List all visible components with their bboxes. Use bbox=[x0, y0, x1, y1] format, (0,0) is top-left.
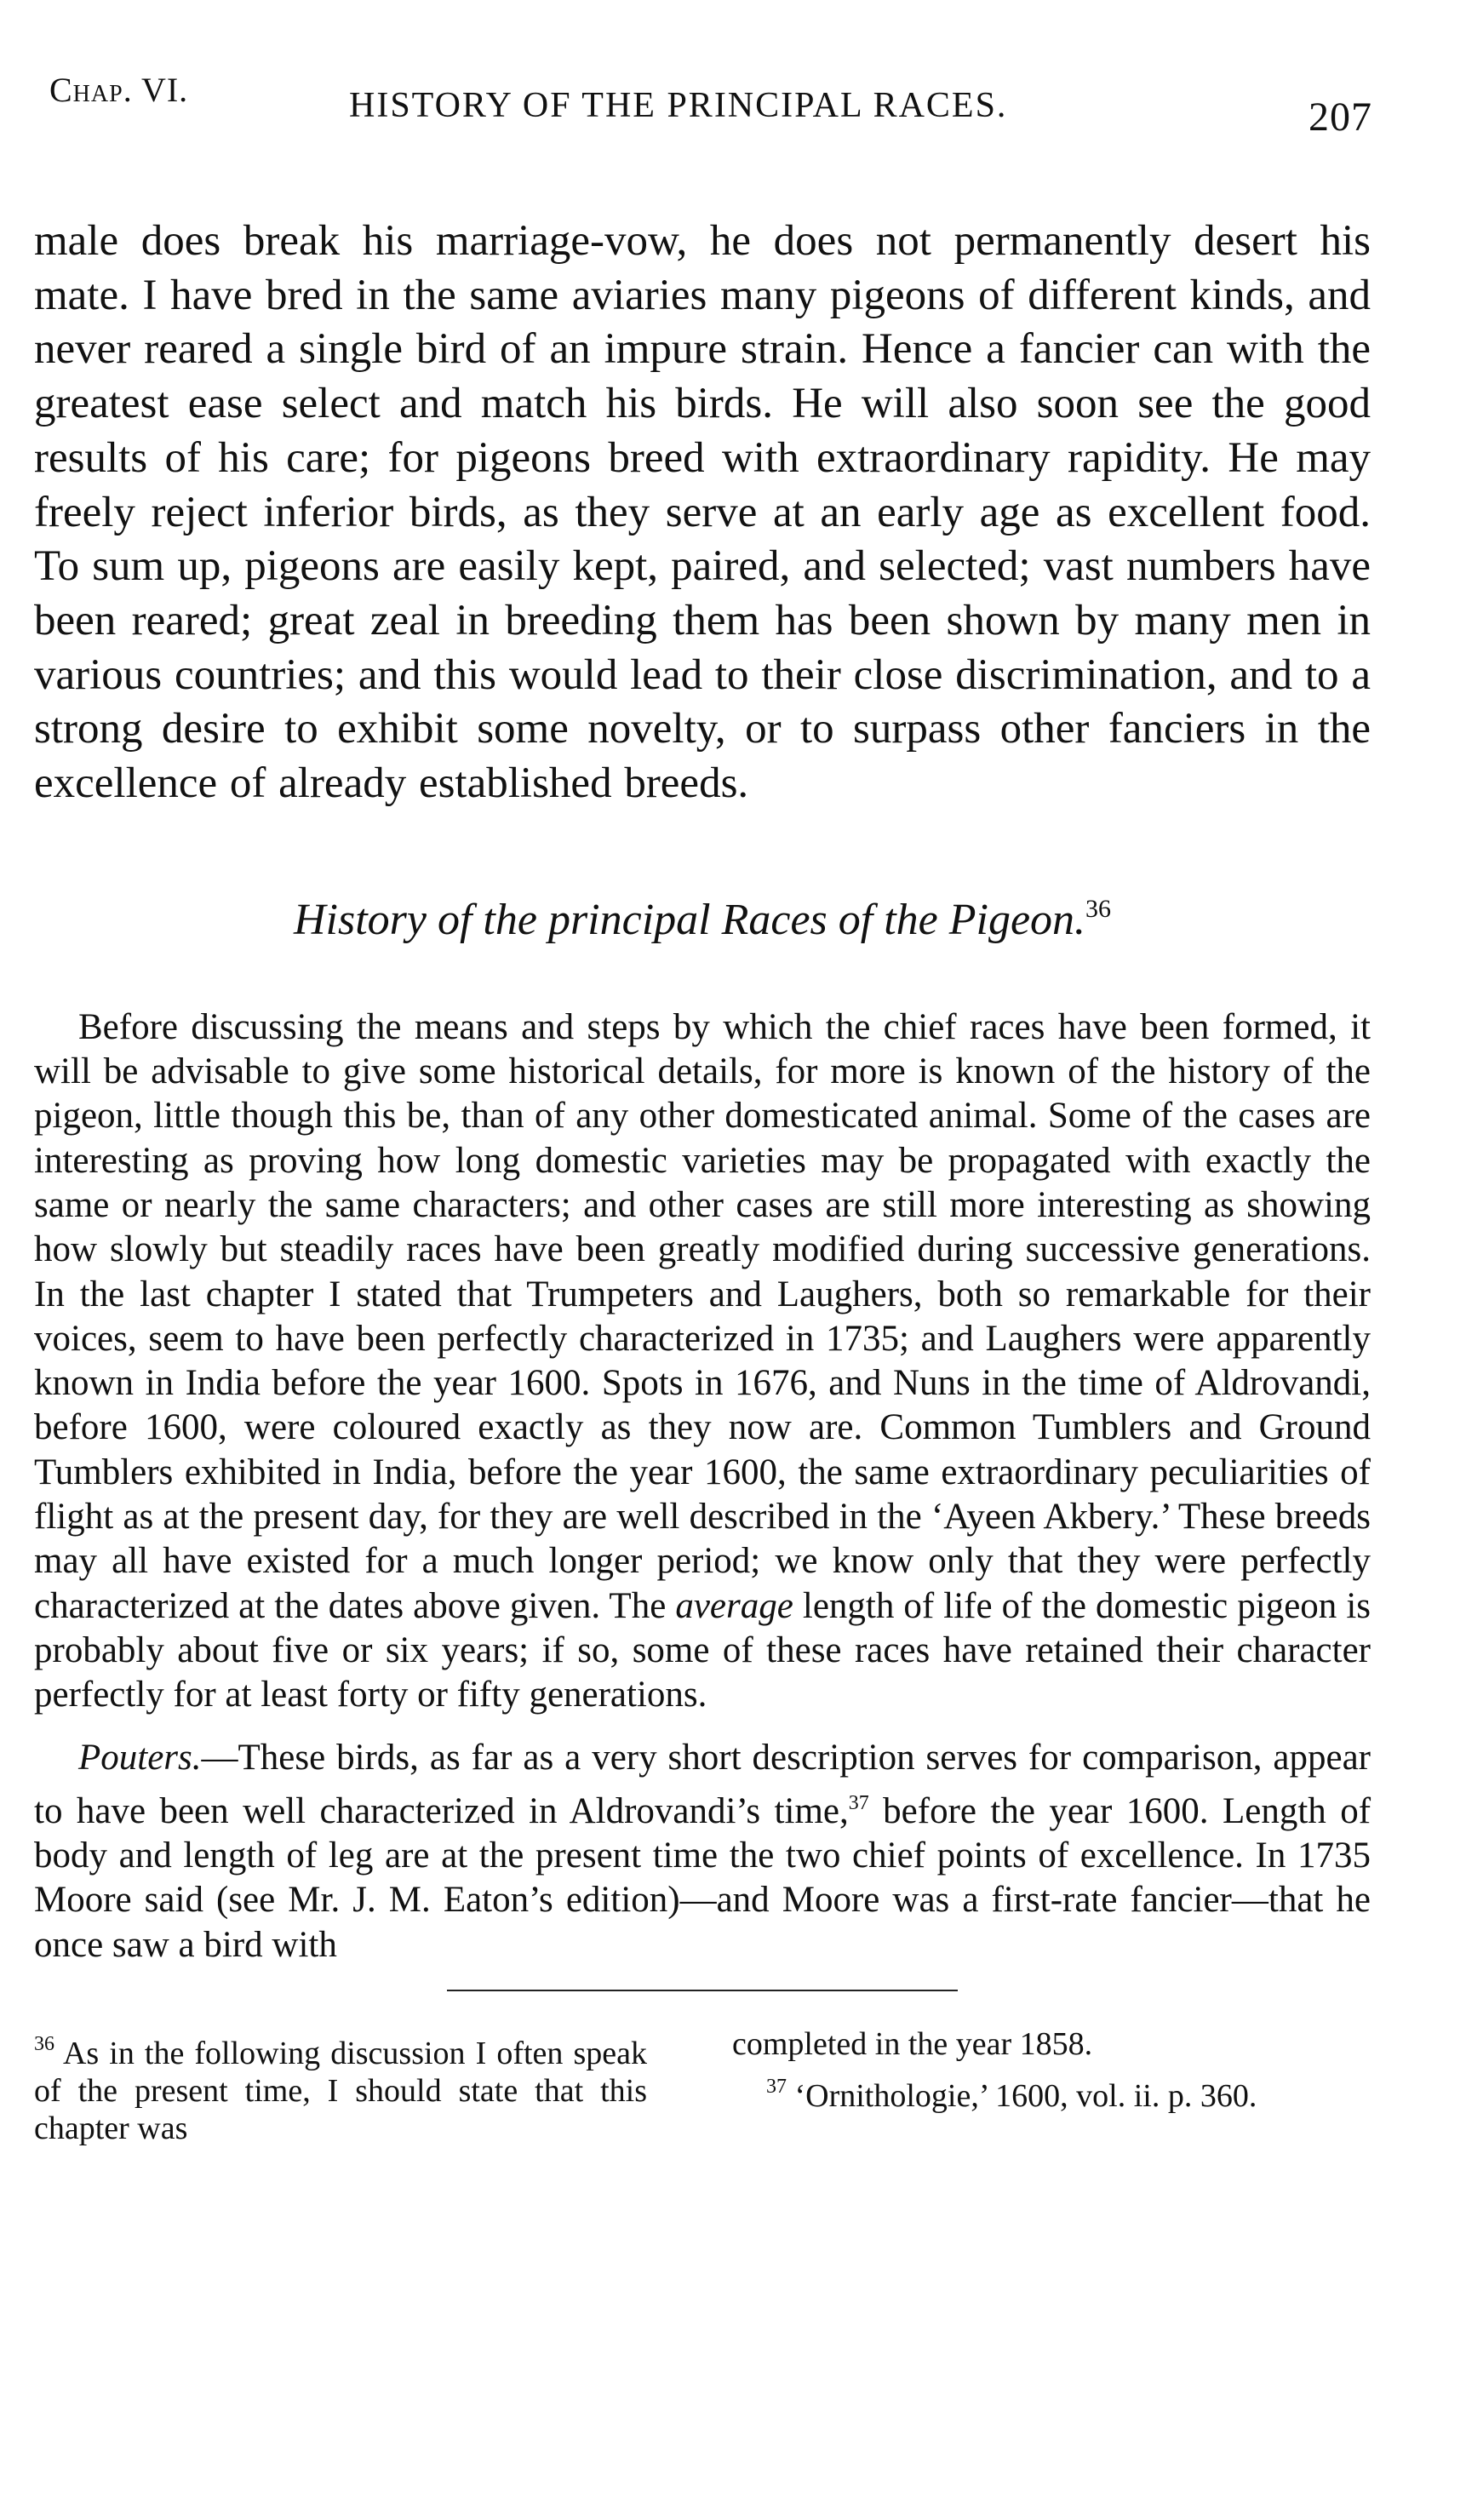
section-heading-text: History of the principal Races of the Pigeon. bbox=[293, 895, 1086, 944]
footnote-column-right bbox=[732, 2025, 1371, 2147]
pouters-footnote-ref[interactable]: 37 bbox=[848, 1791, 869, 1814]
pouters-text-a: —These birds, as far as a very short description serves for comparison, appear to have been well characterized in Aldrovandi’s time, bbox=[34, 1738, 1371, 1831]
heading-footnote-ref[interactable]: 36 bbox=[1085, 894, 1112, 923]
italic-word: average bbox=[675, 1585, 793, 1626]
history-paragraph-end: length of life of the domestic pigeon is probably about five or six years; if so, some of these races have retained their character perfectly for at least forty or fifty generations. bbox=[34, 1585, 1372, 1715]
footnote-column-left bbox=[34, 2025, 647, 2147]
section-body bbox=[34, 1005, 1371, 1967]
running-head bbox=[34, 51, 1372, 140]
footnote-36-continued: completed in the year 1858. bbox=[732, 2025, 1093, 2062]
footnote-37-text: ‘Ornithologie,’ 1600, vol. ii. p. 360. bbox=[794, 2077, 1257, 2114]
lead-text-block bbox=[34, 215, 1371, 811]
section-heading bbox=[34, 895, 1371, 954]
book-page bbox=[34, 51, 1371, 2147]
footnote-divider bbox=[447, 1990, 958, 1991]
pouters-paragraph bbox=[34, 1736, 1371, 1967]
footnotes bbox=[34, 2025, 1371, 2147]
running-title: HISTORY OF THE PRINCIPAL RACES. bbox=[349, 86, 1008, 125]
footnote-37-marker: 37 bbox=[766, 2075, 787, 2098]
pouters-label: Pouters. bbox=[78, 1738, 202, 1778]
footnote-36-marker: 36 bbox=[34, 2032, 54, 2055]
history-paragraph-text: Before discussing the means and steps by which the chief races have been formed, it will be advisable to give some historical details, for more is known of the history of the pigeon, little though this be, than of any other domesticated animal. Some of the cases are interesting as proving how long domestic varieties may be propagated with exactly the same or nearly the same characters; and other cases are still more interesting as showing how slowly but steadily races have been greatly modified during successive generations. In the last chapter I stated that Trumpeters and Laughers, both so remarkable for their voices, seem to have been perfectly characterized in 1735; and Laughers were apparently known in India before the year 1600. Spots in 1676, and Nuns in the time of Aldrovandi, before 1600, were coloured exactly as they now are. Common Tumblers and Ground Tumblers exhibited in India, before the year 1600, the same extraordinary peculiarities of flight as at the present day, for they are well described in the ‘Ayeen Akbery.’ These breeds may all have existed for a much longer period; we know only that they were perfectly characterized at the dates above given. The bbox=[34, 1006, 1371, 1626]
footnote-37 bbox=[732, 2068, 1371, 2115]
history-paragraph bbox=[34, 1005, 1371, 1718]
chapter-label: Chap. VI. bbox=[49, 71, 189, 109]
pouters-text-b: before the year 1600. Length of body and length of leg are at the present time the two chief points of excellence. In 1735 Moore said (see Mr. J. M. Eaton’s edition)—and Moore was a first-rate fancier—that he once saw a bird with bbox=[34, 1790, 1372, 1965]
page-number: 207 bbox=[1309, 94, 1372, 140]
lead-paragraph: male does break his marriage-vow, he does not permanently desert his mate. I have bred in the same aviaries many pigeons of different kinds, and never reared a single bird of an impure strain. Hence a fancier can with the greatest ease select and match his birds. He will also soon see the good results of his care; for pigeons breed with extraordinary rapidity. He may freely reject inferior birds, as they serve at an early age as excellent food. To sum up, pigeons are easily kept, paired, and selected; vast numbers have been reared; great zeal in breeding them has been shown by many men in various countries; and this would lead to their close discrimination, and to a strong desire to exhibit some novelty, or to surpass other fanciers in the excellence of already established breeds. bbox=[34, 217, 1371, 808]
footnote-36-text-a: As in the following discussion I often speak of the present time, I should state that this chapter was bbox=[34, 2035, 647, 2146]
footnote-36 bbox=[34, 2025, 647, 2147]
